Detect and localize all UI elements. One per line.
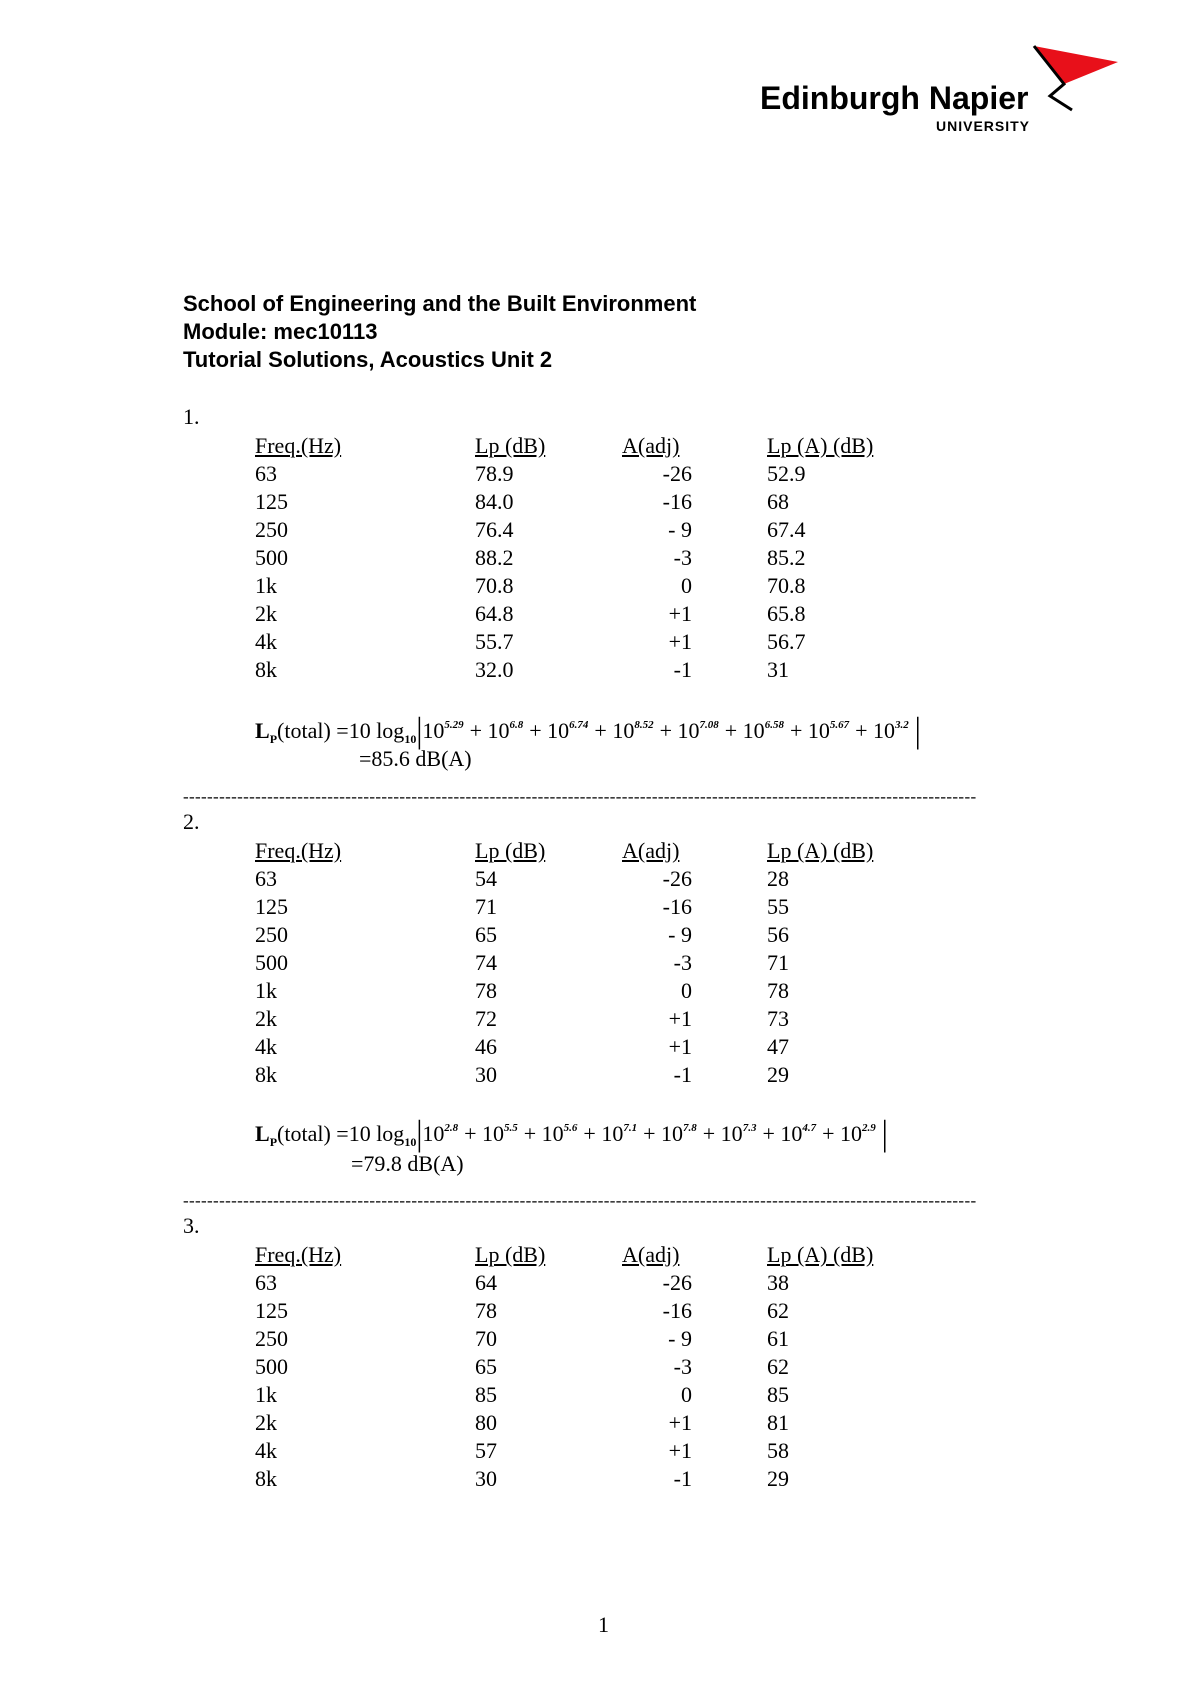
- lp-a-cell: 78: [767, 978, 789, 1003]
- a-adj-cell: - 9: [668, 1326, 692, 1351]
- frequency-cell: 63: [255, 1270, 277, 1295]
- frequency-cell: 4k: [255, 629, 277, 654]
- section-divider: ------------------------------------------------------------------------------------------------------------------------------------: [183, 1191, 977, 1210]
- question-number: 1.: [183, 404, 200, 429]
- col-header-lp-a: Lp (A) (dB): [767, 433, 874, 458]
- a-adj-cell: -16: [662, 894, 692, 919]
- document-header: [183, 290, 696, 374]
- lp-a-cell: 56: [767, 922, 789, 947]
- log-base: 10: [404, 732, 417, 746]
- page-number: 1: [598, 1612, 609, 1637]
- question-number: 3.: [183, 1213, 200, 1238]
- a-adj-cell: -26: [662, 461, 692, 486]
- lp-a-cell: 58: [767, 1438, 789, 1463]
- term-base: + 10: [702, 1121, 743, 1146]
- lp-a-cell: 81: [767, 1410, 789, 1435]
- lp-cell: 54: [475, 866, 497, 891]
- col-header-frequency: Freq.(Hz): [255, 1242, 342, 1267]
- logo-name: Edinburgh Napier: [760, 80, 1029, 116]
- term-base: 10: [422, 1121, 445, 1146]
- a-adj-cell: -1: [673, 657, 692, 682]
- a-adj-cell: -1: [673, 1466, 692, 1491]
- lp-cell: 65: [475, 922, 497, 947]
- lp-cell: 76.4: [475, 517, 514, 542]
- a-adj-cell: -26: [662, 1270, 692, 1295]
- frequency-cell: 63: [255, 461, 277, 486]
- a-adj-cell: +1: [668, 1438, 692, 1463]
- frequency-cell: 125: [255, 1298, 288, 1323]
- lp-cell: 65: [475, 1354, 497, 1379]
- frequency-cell: 250: [255, 922, 288, 947]
- a-adj-cell: -3: [673, 950, 692, 975]
- lp-a-cell: 62: [767, 1298, 789, 1323]
- term-exponent: 2.9: [862, 1122, 876, 1134]
- a-adj-cell: -3: [673, 545, 692, 570]
- col-header-a-adj: A(adj): [622, 433, 680, 458]
- col-header-lp: Lp (dB): [475, 838, 546, 863]
- lp-cell: 70: [475, 1326, 497, 1351]
- col-header-lp-a: Lp (A) (dB): [767, 1242, 874, 1267]
- lp-cell: 78: [475, 978, 497, 1003]
- frequency-cell: 8k: [255, 657, 277, 682]
- lp-cell: 74: [475, 950, 497, 975]
- document-title: Tutorial Solutions, Acoustics Unit 2: [183, 347, 553, 372]
- formula-result: =79.8 dB(A): [351, 1151, 464, 1176]
- log-base: 10: [404, 1135, 417, 1149]
- frequency-cell: 125: [255, 489, 288, 514]
- frequency-cell: 63: [255, 866, 277, 891]
- frequency-cell: 1k: [255, 573, 277, 598]
- lp-cell: 32.0: [475, 657, 514, 682]
- bracket-right: |: [914, 710, 921, 751]
- lp-a-cell: 73: [767, 1006, 789, 1031]
- formula-result: =85.6 dB(A): [359, 746, 472, 771]
- lp-cell: 64: [475, 1270, 497, 1295]
- lp-a-cell: 56.7: [767, 629, 806, 654]
- level-symbol: L: [255, 1121, 270, 1146]
- lp-a-cell: 70.8: [767, 573, 806, 598]
- term-base: + 10: [762, 1121, 803, 1146]
- school-name: School of Engineering and the Built Environment: [183, 291, 697, 316]
- a-adj-cell: 0: [681, 573, 692, 598]
- term-exponent: 5.29: [444, 719, 464, 731]
- term-exponent: 6.74: [569, 719, 589, 731]
- lp-cell: 30: [475, 1466, 497, 1491]
- term-base: 10: [422, 718, 445, 743]
- a-adj-cell: 0: [681, 978, 692, 1003]
- term-exponent: 8.52: [634, 719, 654, 731]
- question-number: 2.: [183, 809, 200, 834]
- term-exponent: 4.7: [802, 1122, 817, 1134]
- lp-a-cell: 71: [767, 950, 789, 975]
- frequency-cell: 500: [255, 1354, 288, 1379]
- frequency-cell: 250: [255, 1326, 288, 1351]
- term-exponent: 5.6: [563, 1122, 578, 1134]
- frequency-cell: 8k: [255, 1062, 277, 1087]
- a-adj-cell: +1: [668, 1034, 692, 1059]
- bracket-right: |: [881, 1113, 888, 1154]
- lp-cell: 57: [475, 1438, 497, 1463]
- lp-a-cell: 55: [767, 894, 789, 919]
- frequency-cell: 2k: [255, 1410, 277, 1435]
- bracket-left: |: [416, 710, 423, 751]
- term-base: + 10: [529, 718, 570, 743]
- section-divider: ------------------------------------------------------------------------------------------------------------------------------------: [183, 787, 977, 806]
- col-header-a-adj: A(adj): [622, 1242, 680, 1267]
- term-base: + 10: [789, 718, 830, 743]
- a-adj-cell: +1: [668, 1410, 692, 1435]
- col-header-frequency: Freq.(Hz): [255, 838, 342, 863]
- level-symbol: L: [255, 718, 270, 743]
- term-exponent: 3.2: [895, 719, 909, 731]
- module-code: Module: mec10113: [183, 319, 378, 344]
- term-exponent: 7.1: [623, 1122, 638, 1134]
- a-adj-cell: -16: [662, 489, 692, 514]
- term-exponent: 5.5: [504, 1122, 518, 1134]
- lp-a-cell: 38: [767, 1270, 789, 1295]
- lp-a-cell: 52.9: [767, 461, 806, 486]
- term-base: + 10: [464, 1121, 504, 1146]
- frequency-cell: 250: [255, 517, 288, 542]
- level-subscript: P: [269, 732, 278, 746]
- term-exponent: 7.08: [699, 719, 719, 731]
- term-base: + 10: [822, 1121, 863, 1146]
- level-subscript: P: [269, 1135, 278, 1149]
- a-adj-cell: - 9: [668, 922, 692, 947]
- col-header-lp: Lp (dB): [475, 433, 546, 458]
- col-header-lp: Lp (dB): [475, 1242, 546, 1267]
- lp-a-cell: 65.8: [767, 601, 806, 626]
- lp-cell: 71: [475, 894, 497, 919]
- a-adj-cell: -16: [662, 1298, 692, 1323]
- lp-cell: 72: [475, 1006, 497, 1031]
- term-base: + 10: [594, 718, 635, 743]
- a-adj-cell: -3: [673, 1354, 692, 1379]
- lp-cell: 46: [475, 1034, 497, 1059]
- term-exponent: 2.8: [444, 1122, 459, 1134]
- lp-a-cell: 62: [767, 1354, 789, 1379]
- lp-cell: 78.9: [475, 461, 514, 486]
- frequency-cell: 2k: [255, 601, 277, 626]
- lp-a-cell: 29: [767, 1466, 789, 1491]
- frequency-cell: 4k: [255, 1034, 277, 1059]
- flag-icon: [1032, 44, 1120, 116]
- term-base: + 10: [643, 1121, 684, 1146]
- lp-cell: 84.0: [475, 489, 514, 514]
- lp-cell: 70.8: [475, 573, 514, 598]
- a-adj-cell: +1: [668, 629, 692, 654]
- logo-subtitle: UNIVERSITY: [936, 118, 1031, 134]
- lp-a-cell: 67.4: [767, 517, 806, 542]
- a-adj-cell: -26: [662, 866, 692, 891]
- bracket-left: |: [416, 1113, 423, 1154]
- term-base: + 10: [523, 1121, 564, 1146]
- term-exponent: 7.8: [683, 1122, 697, 1134]
- lp-a-cell: 61: [767, 1326, 789, 1351]
- total-log-text: (total) =10 log: [277, 1121, 405, 1146]
- lp-cell: 78: [475, 1298, 497, 1323]
- total-level-formula: [255, 710, 921, 754]
- col-header-frequency: Freq.(Hz): [255, 433, 342, 458]
- lp-a-cell: 47: [767, 1034, 789, 1059]
- frequency-cell: 2k: [255, 1006, 277, 1031]
- total-log-text: (total) =10 log: [277, 718, 405, 743]
- frequency-cell: 4k: [255, 1438, 277, 1463]
- term-base: + 10: [469, 718, 510, 743]
- total-level-formula: [255, 1113, 888, 1157]
- term-exponent: 6.58: [764, 719, 784, 731]
- term-base: + 10: [855, 718, 896, 743]
- term-base: + 10: [659, 718, 700, 743]
- lp-cell: 88.2: [475, 545, 514, 570]
- a-adj-cell: +1: [668, 601, 692, 626]
- lp-cell: 80: [475, 1410, 497, 1435]
- frequency-cell: 500: [255, 545, 288, 570]
- term-exponent: 7.3: [742, 1122, 757, 1134]
- a-adj-cell: -1: [673, 1062, 692, 1087]
- lp-a-cell: 68: [767, 489, 789, 514]
- frequency-cell: 125: [255, 894, 288, 919]
- term-exponent: 6.8: [509, 719, 524, 731]
- a-adj-cell: 0: [681, 1382, 692, 1407]
- col-header-lp-a: Lp (A) (dB): [767, 838, 874, 863]
- lp-cell: 85: [475, 1382, 497, 1407]
- frequency-cell: 500: [255, 950, 288, 975]
- lp-a-cell: 31: [767, 657, 789, 682]
- frequency-cell: 1k: [255, 1382, 277, 1407]
- lp-a-cell: 85: [767, 1382, 789, 1407]
- lp-cell: 55.7: [475, 629, 514, 654]
- frequency-cell: 8k: [255, 1466, 277, 1491]
- a-adj-cell: +1: [668, 1006, 692, 1031]
- term-exponent: 5.67: [829, 719, 850, 731]
- lp-a-cell: 29: [767, 1062, 789, 1087]
- university-logo: [760, 40, 1130, 140]
- a-adj-cell: - 9: [668, 517, 692, 542]
- frequency-cell: 1k: [255, 978, 277, 1003]
- lp-cell: 30: [475, 1062, 497, 1087]
- col-header-a-adj: A(adj): [622, 838, 680, 863]
- term-base: + 10: [724, 718, 765, 743]
- lp-a-cell: 85.2: [767, 545, 806, 570]
- lp-a-cell: 28: [767, 866, 789, 891]
- lp-cell: 64.8: [475, 601, 514, 626]
- term-base: + 10: [583, 1121, 624, 1146]
